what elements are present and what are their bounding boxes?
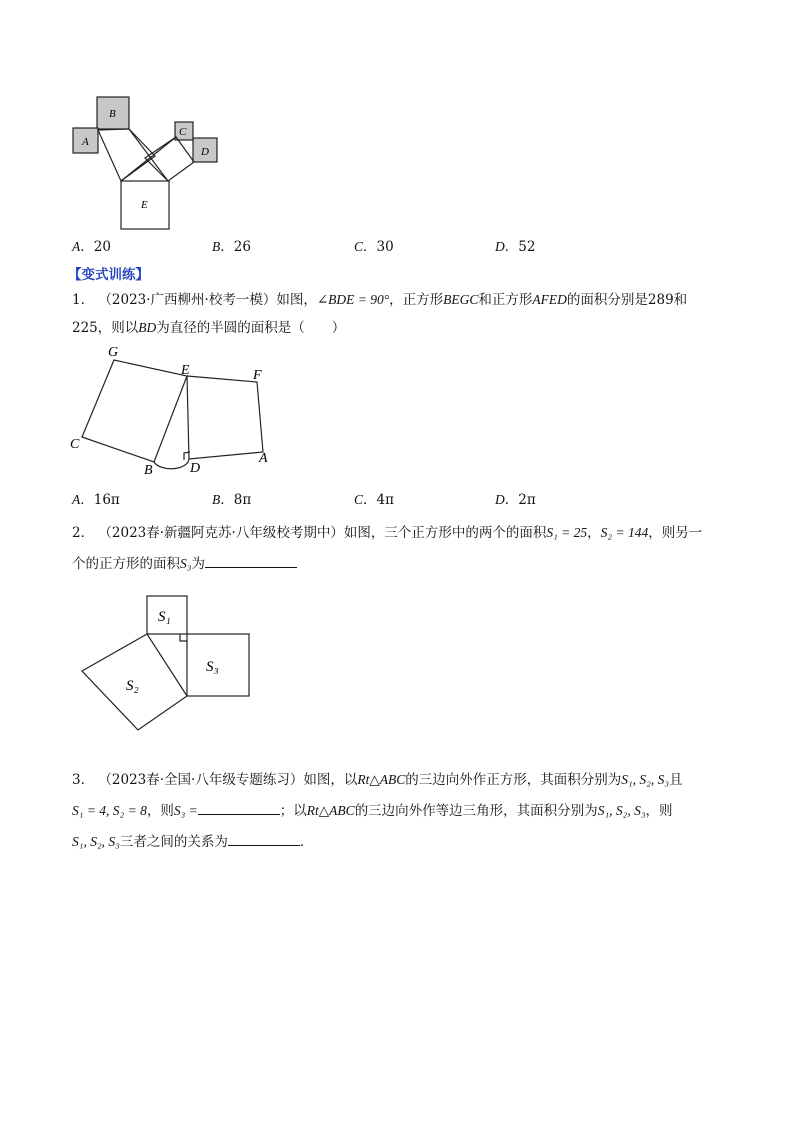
label-s3: S₃: [206, 659, 219, 675]
label-a: A: [82, 136, 89, 148]
label-f: F: [253, 368, 262, 383]
label-e: E: [181, 363, 190, 378]
label-b: B: [144, 463, 153, 478]
q1-line-1: 1． （2023·广西柳州·校考一模）如图，∠BDE = 90°，正方形BEGC和正方形AFED的面积分别是289和: [72, 292, 688, 308]
figure-q2-squares: [70, 590, 270, 740]
q0-option-d: D．52: [495, 239, 536, 255]
q3-line-1: 3． （2023春·全国·八年级专题练习）如图，以Rt△ABC的三边向外作正方形，其面积分别为S₁, S₂, S₃且: [72, 772, 683, 788]
q1-option-c: C．4π: [354, 492, 394, 508]
q1-option-a: A．16π: [72, 492, 120, 508]
label-a: A: [259, 451, 268, 466]
label-d: D: [201, 146, 209, 158]
figure-squares-abcde: [60, 90, 240, 240]
q3-answer-blank-1[interactable]: [198, 800, 280, 815]
label-c: C: [70, 437, 80, 452]
label-d: D: [190, 461, 201, 476]
label-c: C: [179, 126, 187, 138]
q3-line-3: S₁, S₂, S₃三者之间的关系为 ．: [72, 831, 313, 852]
q2-line-1: 2． （2023春·新疆阿克苏·八年级校考期中）如图，三个正方形中的两个的面积S₁ = 25，S₂ = 144，则另一: [72, 525, 703, 541]
q0-option-c: C．30: [354, 239, 394, 255]
q1-line-2: 225，则以BD为直径的半圆的面积是（ ）: [72, 320, 346, 336]
q2-line-2: 个的正方形的面积S₃为: [72, 553, 297, 574]
label-s2: S₂: [126, 678, 139, 694]
q1-option-d: D．2π: [495, 492, 536, 508]
label-g: G: [108, 345, 119, 360]
q3-answer-blank-2[interactable]: [228, 831, 300, 846]
label-e: E: [141, 199, 148, 211]
q0-option-b: B．26: [212, 239, 251, 255]
q3-line-2: S₁ = 4, S₂ = 8，则S₃ = ；以Rt△ABC的三边向外作等边三角形，其面积分别为S₁, S₂, S₃，则: [72, 800, 673, 821]
label-s1: S₁: [158, 609, 171, 625]
label-b: B: [109, 108, 116, 120]
q0-option-a: A．20: [72, 239, 111, 255]
section-title: 【变式训练】: [68, 267, 149, 283]
figure-q1-squares: [60, 340, 300, 490]
q2-answer-blank[interactable]: [205, 553, 297, 568]
q1-option-b: B．8π: [212, 492, 252, 508]
